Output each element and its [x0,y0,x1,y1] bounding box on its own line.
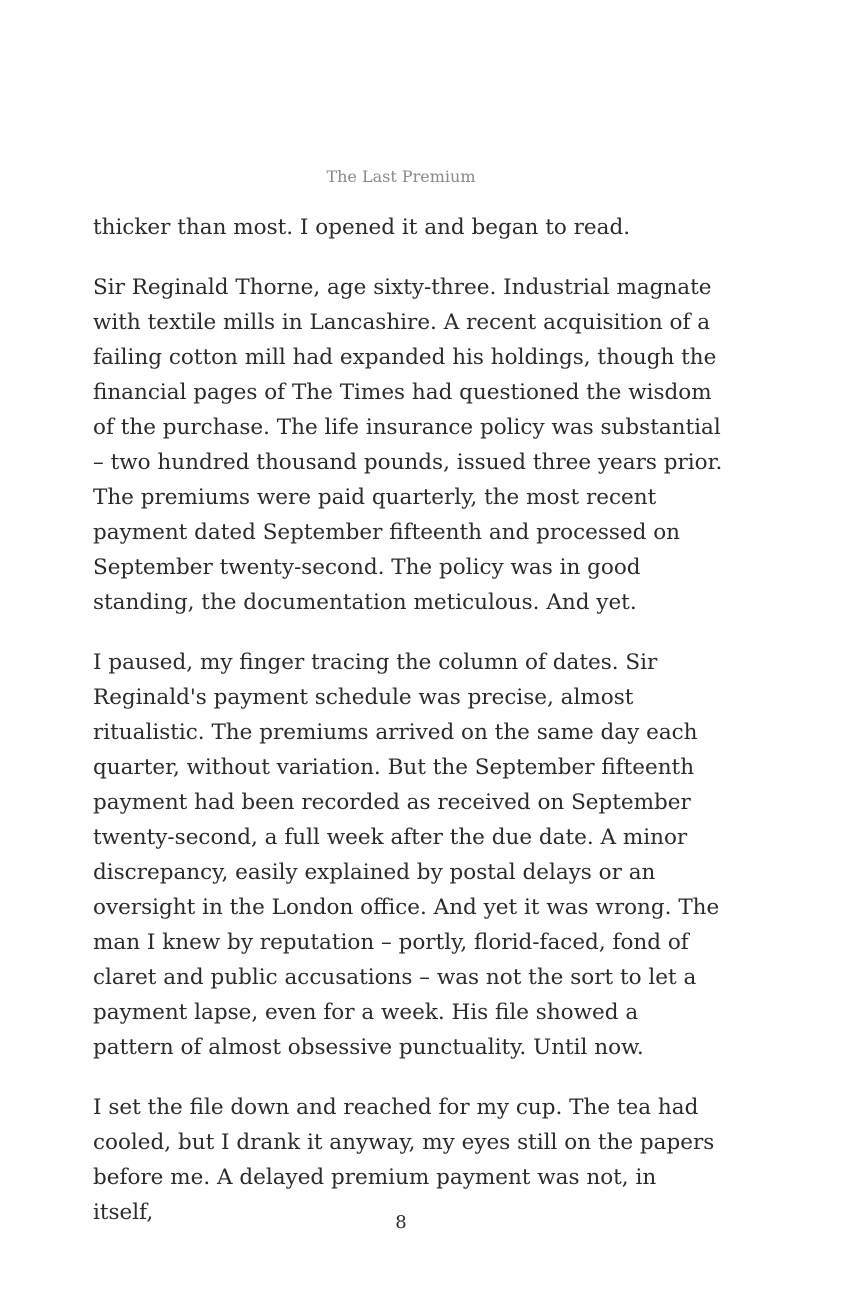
paragraph-1: thicker than most. I opened it and began to read. [93,215,631,240]
page-body [93,210,723,1230]
paragraph-4: I set the file down and reached for my cup. The tea had cooled, but I drank it anyway, my eyes still on the papers before me. A delayed premium payment was not, in itself, [93,1095,715,1225]
paragraph-3: I paused, my finger tracing the column of dates. Sir Reginald's payment schedule was precise, almost ritualistic. The premiums arrived on the same day each quarter, without variation. But the September fifteenth payment had been recorded as received on September twenty-second, a full week after the due date. A minor discrepancy, easily explained by postal delays or an oversight in the London office. And yet it was wrong. The man I knew by reputation – portly, florid-faced, fond of claret and public accusations – was not the sort to let a payment lapse, even for a week. His file showed a pattern of almost obsessive punctuality. Until now. [93,650,720,1060]
paragraph-2: Sir Reginald Thorne, age sixty-three. Industrial magnate with textile mills in Lancashire. A recent acquisition of a failing cotton mill had expanded his holdings, though the financial pages of The Times had questioned the wisdom of the purchase. The life insurance policy was substantial – two hundred thousand pounds, issued three years prior. The premiums were paid quarterly, the most recent payment dated September fifteenth and processed on September twenty-second. The policy was in good standing, the documentation meticulous. And yet. [93,275,723,615]
running-header-title: The Last Premium [326,167,476,186]
page-number: 8 [395,1212,407,1233]
